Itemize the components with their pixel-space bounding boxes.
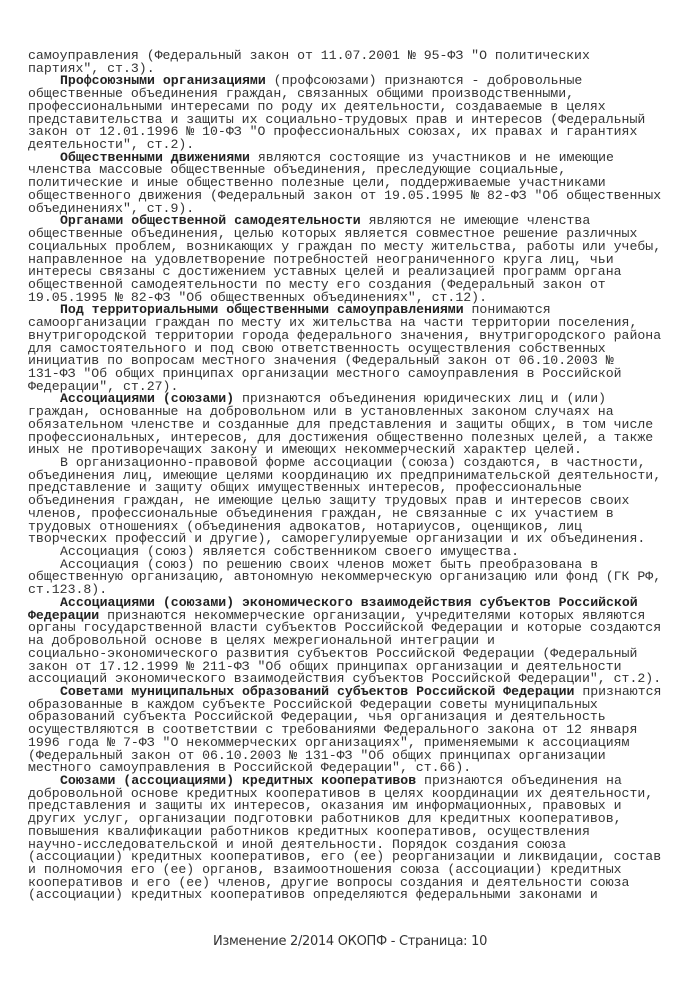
line-text: органы государственной власти субъектов Российской Федерации и которые создаются <box>28 620 662 636</box>
defined-term: Федерации <box>28 607 100 623</box>
line-text: иных не противоречащих закону и имеющих некоммерческий характер целей. <box>28 442 582 458</box>
line-text: общественной самодеятельности по месту его создания (Федеральный закон от <box>28 276 606 292</box>
defined-term: Ассоциациями (союзами) экономического взаимодействия субъектов Российской <box>60 594 638 610</box>
line-text: В организационно-правовой форме ассоциации (союза) создаются, в частности, <box>60 455 646 470</box>
defined-term: Общественными движениями <box>60 149 250 165</box>
text-line <box>28 889 688 902</box>
line-text: повышения квалификации работников кредитных кооперативов, осуществления <box>28 823 590 839</box>
line-text: представления и защиты их интересов, оказания им информационных, правовых и <box>28 798 622 814</box>
paragraph <box>28 50 688 75</box>
paragraph <box>28 594 688 687</box>
paragraph <box>28 556 688 598</box>
defined-term: Советами муниципальных образований субъектов Российской Федерации <box>60 683 575 699</box>
defined-term: Под территориальными общественными самоуправлениями <box>60 302 464 318</box>
line-text: членства массовые общественные объединения, преследующие социальные, <box>28 162 567 178</box>
line-text: для самостоятельного и под свою ответственность осуществления собственных <box>28 340 606 356</box>
text-line <box>28 571 688 584</box>
line-text: являются состоящие из участников и не имеющие <box>249 149 614 165</box>
line-text: общественные объединения, целью которых является совместное решение различных <box>28 226 638 242</box>
line-text: обязательном членстве и созданные для представления и защиты общих, в том числе <box>28 416 654 432</box>
line-text: общественную организацию, автономную некоммерческую организацию или фонд (ГК РФ, <box>28 569 662 585</box>
line-text: партиях", ст.3). <box>28 60 155 76</box>
line-text: профессиональных, интересов, для достижения общественно полезных целей, а также <box>28 429 654 445</box>
line-text: профессиональными интересами по роду их деятельности, создаваемые в целях <box>28 98 606 114</box>
line-text: признаются объединения на <box>416 772 622 788</box>
line-text: трудовых отношениях (объединения адвокатов, нотариусов, оценщиков, лиц <box>28 518 582 534</box>
line-text: 19.05.1995 № 82-ФЗ "Об общественных объединениях", ст.12). <box>28 289 487 305</box>
line-text: объединениях", ст.9). <box>28 200 195 216</box>
line-text: признаются объединения юридических лиц и (или) <box>234 391 607 407</box>
line-text: осуществляются в соответствии с требованиями Федерального закона от 12 января <box>28 722 638 738</box>
line-text: других услуг, организации подготовки работников для кредитных кооперативов, <box>28 811 622 827</box>
paragraph <box>28 304 688 393</box>
line-text: закон от 12.01.1996 № 10-ФЗ "О профессиональных союзах, их правах и гарантиях <box>28 124 638 140</box>
line-text: Федерации", ст.27). <box>28 378 179 394</box>
line-text: (профсоюзами) признаются - добровольные <box>265 73 583 89</box>
line-text: (Федеральный закон от 06.10.2003 № 131-ФЗ "Об общих принципах организации <box>28 747 606 763</box>
line-text: представление и защиту общих имущественных интересов, профессиональные <box>28 480 582 496</box>
paragraph <box>28 393 688 457</box>
line-text: внутригородской территории города федерального значения, внутригородского района <box>28 327 662 343</box>
line-text: 1996 года № 7-ФЗ "О некоммерческих организациях", применяемыми к ассоциациям <box>28 734 630 750</box>
line-text: граждан, основанные на добровольном или в установленных законом случаях на <box>28 404 614 420</box>
line-text: кооперативов и его (ее) членов, другие вопросы создания и деятельности союза <box>28 874 630 890</box>
line-text: 131-ФЗ "Об общих принципах организации местного самоуправления в Российской <box>28 365 622 381</box>
line-text: ст.123.8). <box>28 582 108 598</box>
line-text: направленное на удовлетворение потребностей неограниченного круга лиц, чьи <box>28 251 614 267</box>
line-text: признаются некоммерческие организации, учредителями которых являются <box>99 607 646 623</box>
line-text: (ассоциации) кредитных кооперативов определяются федеральными законами и <box>28 887 598 903</box>
paragraph <box>28 457 688 546</box>
line-text: объединения граждан, не имеющие целью защиту трудовых прав и интересов своих <box>28 493 630 509</box>
line-text: социально-экономического развития субъектов Российской Федерации (Федеральный <box>28 645 638 661</box>
paragraph <box>28 215 688 304</box>
document-body <box>28 50 688 902</box>
line-text: ассоциаций экономического взаимодействия субъектов Российской Федерации", ст.2). <box>28 671 662 687</box>
line-text: членов, профессиональные объединения граждан, не связанные с их участием в <box>28 505 614 521</box>
line-text: являются не имеющие членства <box>360 213 591 229</box>
line-text: объединения лиц, имеющие целями координацию их предпринимательской деятельности, <box>28 467 662 483</box>
line-text: признаются <box>574 683 662 699</box>
line-text: закон от 17.12.1999 № 211-ФЗ "Об общих принципах организации и деятельности <box>28 658 622 674</box>
line-text: представительства и защиты их социально-трудовых прав и интересов (Федеральный <box>28 111 646 127</box>
line-text: творческих профессий и другие), саморегулируемые организации и их объединения. <box>28 531 646 547</box>
defined-term: Органами общественной самодеятельности <box>60 213 361 229</box>
line-text: самоуправления (Федеральный закон от 11.07.2001 № 95-ФЗ "О политических <box>28 48 590 63</box>
line-text: социальных проблем, возникающих у граждан по месту жительства, работы или учебы, <box>28 238 662 254</box>
line-text: и полномочия его (ее) органов, взаимоотношения союза (ассоциации) кредитных <box>28 862 622 877</box>
paragraph <box>28 149 688 216</box>
line-text: добровольной основе кредитных кооперативов в целях координации их деятельности, <box>28 785 654 801</box>
line-text: понимаются <box>463 302 551 318</box>
line-text: образований субъекта Российской Федерации, чья организация и деятельность <box>28 709 606 725</box>
line-text: самоорганизации граждан по месту их жительства на части территории поселения, <box>28 315 638 331</box>
paragraph <box>28 75 688 151</box>
line-text: общественного движения (Федеральный закон от 19.05.1995 № 82-ФЗ "Об общественных <box>28 187 662 203</box>
line-text: Ассоциация (союз) является собственником своего имущества. <box>60 544 519 560</box>
paragraph <box>28 772 688 903</box>
line-text: интересы связаны с достижением уставных целей и реализацией программ органа <box>28 264 622 280</box>
line-text: политические и иные общественно полезные цели, поддерживаемые участниками <box>28 175 606 191</box>
defined-term: Союзами (ассоциациями) кредитных кооперативов <box>60 772 417 788</box>
line-text: (ассоциации) кредитных кооперативов, его (ее) реорганизации и ликвидации, состав <box>28 849 662 865</box>
line-text: инициатив по вопросам местного значения (Федеральный закон от 06.10.2003 № <box>28 353 614 369</box>
page-footer: Изменение 2/2014 ОКОПФ - Страница: 10 <box>212 934 488 949</box>
line-text: общественные объединения граждан, связанных общими производственными, <box>28 86 575 102</box>
line-text: научно-исследовательской и иной деятельности. Порядок создания союза <box>28 836 567 852</box>
paragraph <box>28 683 688 776</box>
line-text: местного самоуправления в Российской Федерации", ст.66). <box>28 760 472 776</box>
line-text: деятельности", ст.2). <box>28 137 195 153</box>
line-text: Ассоциация (союз) по решению своих членов может быть преобразована в <box>60 556 599 572</box>
defined-term: Профсоюзными организациями <box>60 73 266 89</box>
line-text: образованные в каждом субъекте Российской Федерации советы муниципальных <box>28 696 598 712</box>
defined-term: Ассоциациями (союзами) <box>60 391 235 407</box>
line-text: на добровольной основе в целях межрегиональной интеграции и <box>28 633 495 649</box>
